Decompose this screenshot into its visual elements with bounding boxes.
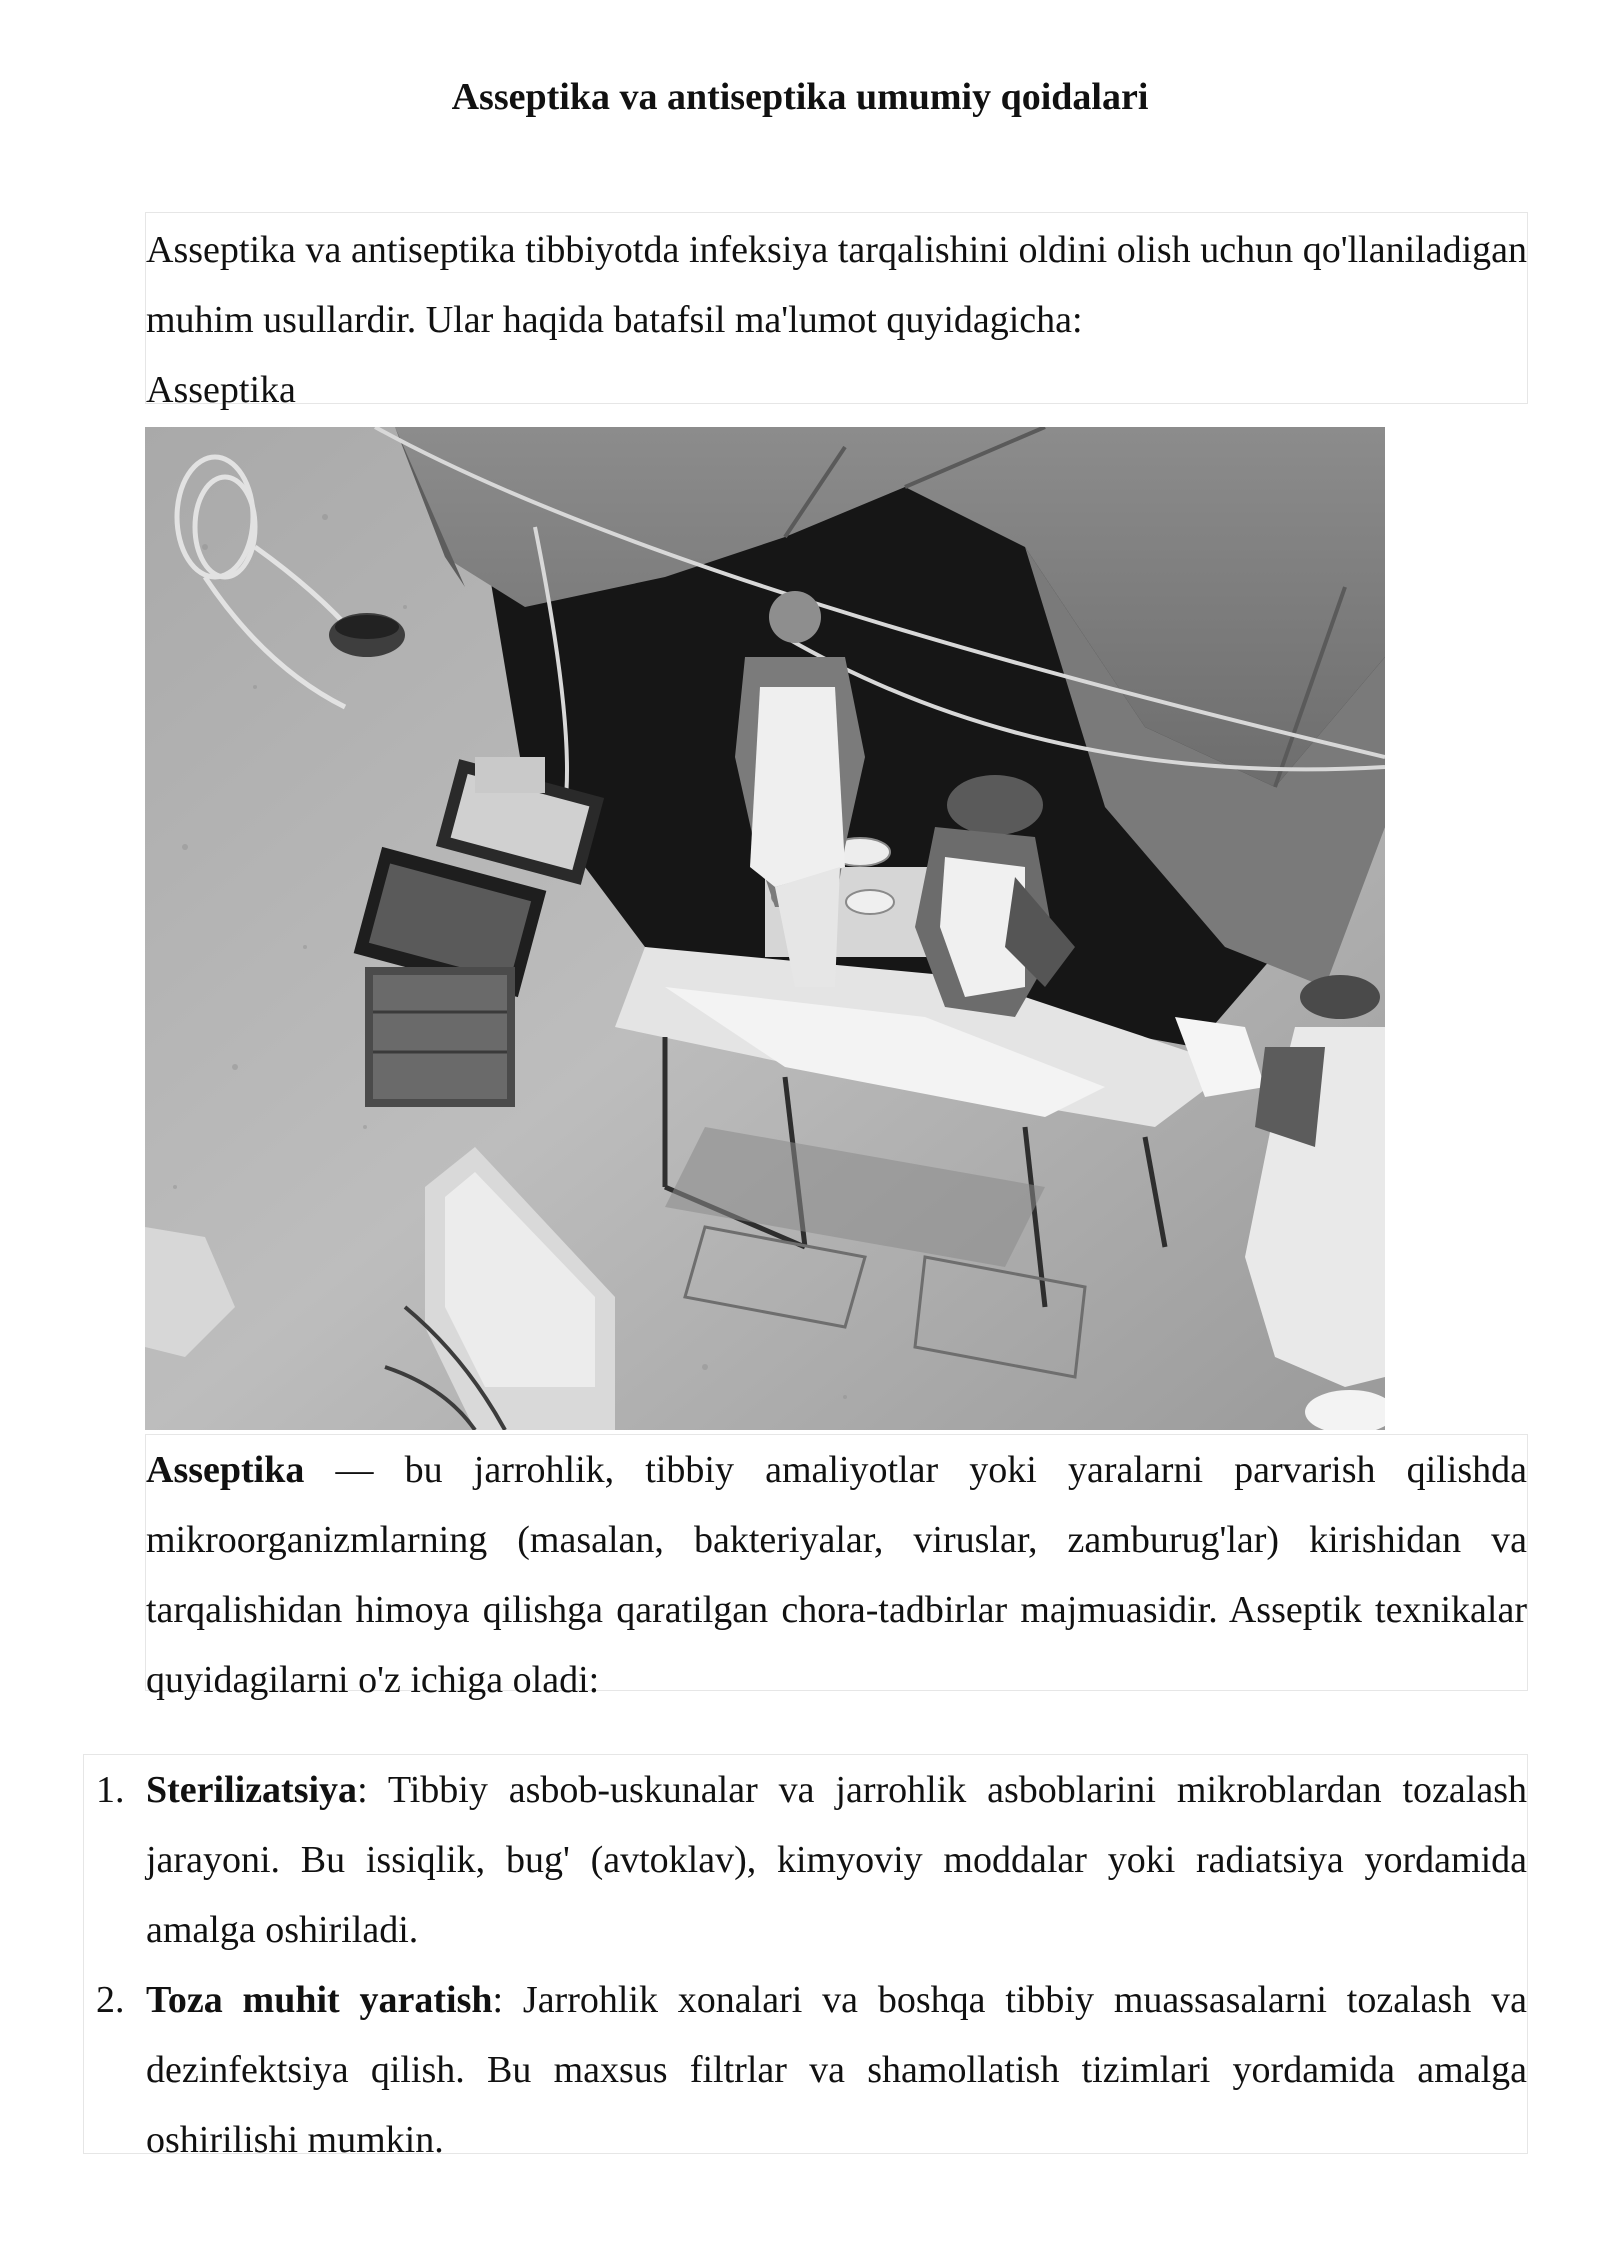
field-surgery-photo [145,427,1385,1430]
list-item-term: Sterilizatsiya [146,1769,358,1811]
asseptika-term: Asseptika [146,1449,305,1491]
asseptika-definition-text: — bu jarrohlik, tibbiy amaliyotlar yoki yaralarni parvarish qilishda mikroorganizmlarning (masalan, bakteriyalar, viruslar, zamburug'lar) kirishidan va tarqalishidan himoya qilishga qaratilgan chora-tadbirlar majmuasidir. Asseptik texnikalar quyidagilarni o'z ichiga oladi: [146,1449,1527,1701]
list-item-text [146,1965,1527,2175]
list-item-term: Toza muhit yaratish [146,1979,493,2021]
list-item [84,1755,1527,1965]
asseptika-definition-block [145,1434,1528,1701]
list-item-description: : Jarrohlik xonalari va boshqa tibbiy muassasalarni tozalash va dezinfektsiya qilish. Bu maxsus filtrlar va shamollatish tizimlari yordamida amalga oshirilishi mumkin. [146,1979,1527,2161]
asseptika-definition [146,1435,1527,1715]
list-item-text [146,1755,1527,1965]
document-title: Asseptika va antiseptika umumiy qoidalari [451,76,1149,118]
list-number: 2. [96,1979,125,2021]
technique-list [83,1754,1528,2161]
list-number: 1. [96,1769,125,1811]
intro-paragraph: Asseptika va antiseptika tibbiyotda infeksiya tarqalishini oldini olish uchun qo'llaniladigan muhim usullardir. Ular haqida batafsil ma'lumot quyidagicha: [146,229,1527,341]
intro-block [145,212,1528,411]
list-item-description: : Tibbiy asbob-uskunalar va jarrohlik asboblarini mikroblardan tozalash jarayoni. Bu issiqlik, bug' (avtoklav), kimyoviy moddalar yoki radiatsiya yordamida amalga oshiriladi. [146,1769,1527,1951]
list-item [84,1965,1527,2175]
intro-subheading: Asseptika [146,369,296,411]
